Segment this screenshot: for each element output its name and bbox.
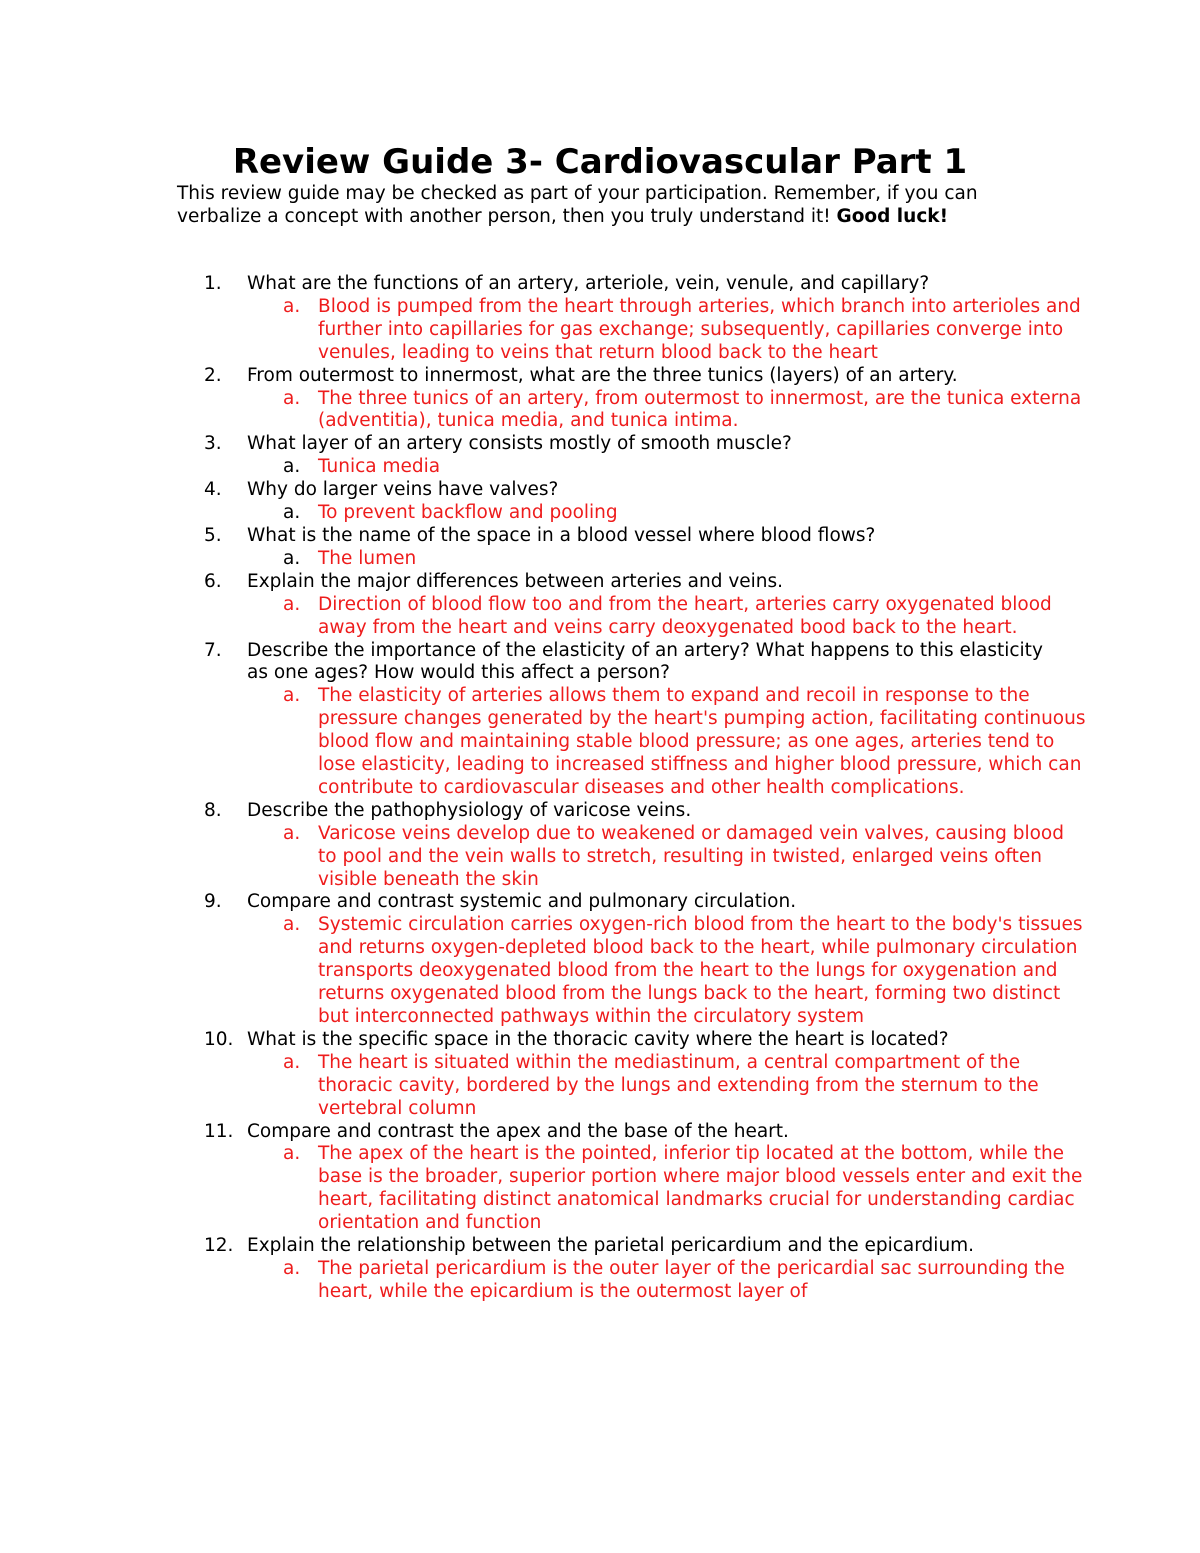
answer-label: a.: [283, 502, 301, 524]
intro-paragraph: [177, 182, 1017, 228]
question-number: 7.: [204, 639, 222, 661]
answer-text: Tunica media: [318, 456, 441, 478]
question-number: 12.: [204, 1235, 234, 1257]
question-number: 5.: [204, 524, 222, 546]
question-item: [0, 365, 1067, 388]
question-item: [0, 640, 1067, 686]
answer-label: a.: [283, 1257, 301, 1279]
intro-bold-text: Good luck!: [836, 206, 949, 227]
answer-item: [0, 502, 1088, 525]
answer-label: a.: [283, 685, 301, 707]
intro-text: This review guide may be checked as part of your participation. Remember, if you can verbalize a concept with another person, then you truly understand it!: [177, 183, 978, 227]
question-item: [0, 479, 1067, 502]
question-item: [0, 525, 1067, 548]
answer-label: a.: [283, 387, 301, 409]
question-number: 6.: [204, 570, 222, 592]
question-text: Describe the importance of the elasticity of an artery? What happens to this elasticity as one ages? How would this affect a person?: [247, 639, 1043, 684]
answer-text: Systemic circulation carries oxygen-rich blood from the heart to the body's tissues and returns oxygen-depleted blood back to the heart, while pulmonary circulation transports deoxygenated blood from the heart to the lungs for oxygenation and returns oxygenated blood from the lungs back to the heart, forming two distinct but interconnected pathways within the circulatory system: [318, 914, 1083, 1027]
question-item: [0, 1029, 1067, 1052]
question-item: [0, 800, 1067, 823]
answer-item: [0, 1258, 1088, 1304]
answer-label: a.: [283, 1051, 301, 1073]
answer-text: Varicose veins develop due to weakened or damaged vein valves, causing blood to pool and the vein walls to stretch, resulting in twisted, enlarged veins often visible beneath the skin: [318, 822, 1064, 890]
question-text: Compare and contrast the apex and the base of the heart.: [247, 1120, 789, 1142]
answer-label: a.: [283, 295, 301, 317]
question-item: [0, 1121, 1067, 1144]
answer-label: a.: [283, 547, 301, 569]
answer-label: a.: [283, 456, 301, 478]
question-text: What layer of an artery consists mostly of smooth muscle?: [247, 433, 792, 455]
question-number: 9.: [204, 891, 222, 913]
question-item: [0, 273, 1067, 296]
question-list: [0, 273, 1200, 1304]
answer-item: [0, 1143, 1088, 1235]
question-text: Explain the relationship between the parietal pericardium and the epicardium.: [247, 1235, 975, 1257]
answer-text: To prevent backflow and pooling: [318, 502, 618, 524]
question-item: [0, 433, 1067, 456]
answer-item: [0, 548, 1088, 571]
question-number: 11.: [204, 1120, 234, 1142]
answer-text: The three tunics of an artery, from outermost to innermost, are the tunica externa (adventitia), tunica media, and tunica intima.: [318, 387, 1082, 432]
answer-label: a.: [283, 822, 301, 844]
question-text: Why do larger veins have valves?: [247, 479, 559, 501]
answer-item: [0, 914, 1088, 1029]
answer-text: The parietal pericardium is the outer layer of the pericardial sac surrounding the heart, while the epicardium is the outermost layer of: [318, 1257, 1065, 1302]
answer-item: [0, 1052, 1088, 1121]
answer-text: The heart is situated within the mediastinum, a central compartment of the thoracic cavity, bordered by the lungs and extending from the sternum to the vertebral column: [318, 1051, 1039, 1119]
answer-item: [0, 456, 1088, 479]
question-number: 3.: [204, 433, 222, 455]
answer-label: a.: [283, 593, 301, 615]
question-number: 4.: [204, 479, 222, 501]
question-text: Compare and contrast systemic and pulmonary circulation.: [247, 891, 797, 913]
question-number: 8.: [204, 799, 222, 821]
question-number: 2.: [204, 364, 222, 386]
question-number: 10.: [204, 1028, 234, 1050]
question-text: What is the specific space in the thoracic cavity where the heart is located?: [247, 1028, 949, 1050]
question-item: [0, 571, 1067, 594]
answer-item: [0, 594, 1088, 640]
answer-text: The elasticity of arteries allows them to expand and recoil in response to the pressure changes generated by the heart's pumping action, facilitating continuous blood flow and maintaining stable blood pressure; as one ages, arteries tend to lose elasticity, leading to increased stiffness and higher blood pressure, which can contribute to cardiovascular diseases and other health complications.: [318, 685, 1086, 798]
question-text: What is the name of the space in a blood vessel where blood flows?: [247, 524, 876, 546]
question-item: [0, 1235, 1067, 1258]
answer-item: [0, 823, 1088, 892]
question-text: Explain the major differences between arteries and veins.: [247, 570, 784, 592]
answer-label: a.: [283, 914, 301, 936]
answer-item: [0, 388, 1088, 434]
page-title: Review Guide 3- Cardiovascular Part 1: [232, 142, 968, 182]
answer-item: [0, 296, 1088, 365]
answer-text: Blood is pumped from the heart through arteries, which branch into arterioles and further into capillaries for gas exchange; subsequently, capillaries converge into venules, leading to veins that return blood back to the heart: [318, 295, 1081, 363]
question-item: [0, 891, 1067, 914]
answer-item: [0, 685, 1088, 800]
answer-label: a.: [283, 1143, 301, 1165]
question-text: What are the functions of an artery, arteriole, vein, venule, and capillary?: [247, 273, 930, 294]
answer-text: Direction of blood flow too and from the heart, arteries carry oxygenated blood away from the heart and veins carry deoxygenated bood back to the heart.: [318, 593, 1052, 638]
question-text: Describe the pathophysiology of varicose veins.: [247, 799, 692, 821]
answer-text: The apex of the heart is the pointed, inferior tip located at the bottom, while the base is the broader, superior portion where major blood vessels enter and exit the heart, facilitating distinct anatomical landmarks crucial for understanding cardiac orientation and function: [318, 1143, 1083, 1234]
answer-text: The lumen: [318, 547, 417, 569]
question-text: From outermost to innermost, what are the three tunics (layers) of an artery.: [247, 364, 958, 386]
question-number: 1.: [204, 273, 222, 294]
